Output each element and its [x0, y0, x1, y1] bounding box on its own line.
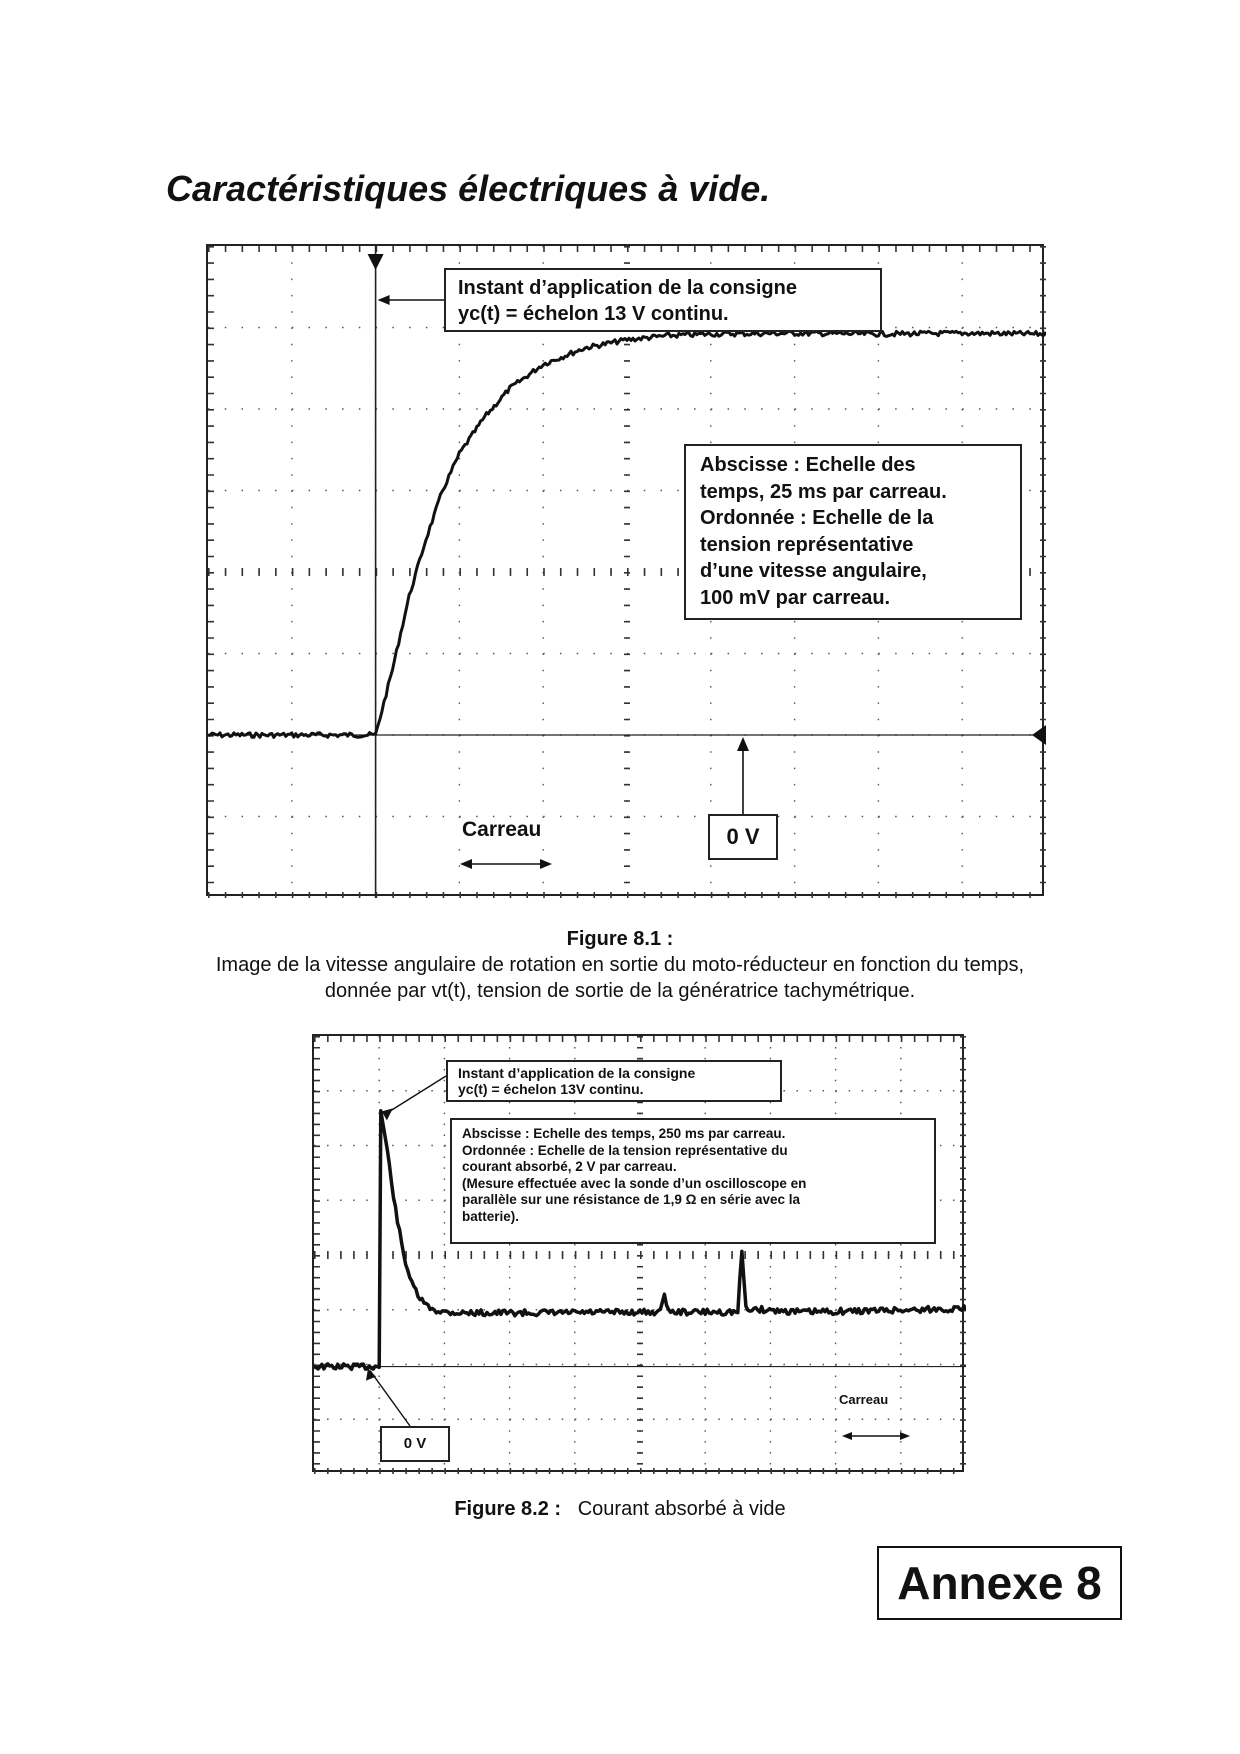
scales-line: courant absorbé, 2 V par carreau.: [462, 1159, 677, 1174]
page-title: Caractéristiques électriques à vide.: [166, 168, 771, 209]
carreau-arrow-head-right: [540, 859, 552, 869]
callout-arrow-line: [385, 1076, 446, 1114]
carreau-label: Carreau: [458, 818, 545, 842]
callout-arrow-head: [378, 295, 390, 305]
caption-number: Figure 8.1 :: [566, 928, 674, 950]
scales-line: Abscisse : Echelle des temps, 250 ms par carreau.: [462, 1126, 786, 1141]
scales-line: Abscisse : Echelle des: [700, 454, 916, 476]
scales-line: (Mesure effectuée avec la sonde d’un oscilloscope en: [462, 1175, 807, 1191]
caption-text: Courant absorbé à vide: [577, 1498, 786, 1520]
scales-line: batterie).: [462, 1208, 520, 1224]
callout-line-1: Instant d’application de la consigne: [458, 1065, 696, 1081]
scales-line: Ordonnée : Echelle de la: [700, 507, 934, 529]
scales-callout: [450, 1118, 936, 1244]
figure-8-1-caption-line-2: donnée par vt(t), tension de sortie de la génératrice tachymétrique.: [324, 980, 916, 1002]
instant-application-callout: [444, 268, 882, 332]
zero-volt-label: 0 V: [380, 1426, 450, 1462]
scales-callout: [684, 444, 1022, 620]
ground-level-marker: [1032, 725, 1046, 745]
caption-number: Figure 8.2 :: [454, 1498, 562, 1520]
instant-application-callout: [446, 1060, 782, 1102]
oscilloscope-figure-8-2: [312, 1034, 964, 1472]
trigger-marker: [368, 254, 384, 270]
carreau-arrow-head-right: [900, 1432, 910, 1440]
zero-volt-arrow-line: [370, 1371, 410, 1426]
scales-line: temps, 25 ms par carreau.: [700, 480, 947, 503]
oscilloscope-figure-8-1: [206, 244, 1044, 896]
zero-volt-label: 0 V: [708, 814, 778, 860]
carreau-arrow-head-left: [842, 1432, 852, 1440]
zero-volt-arrow-head: [737, 737, 749, 751]
figure-8-1-caption-line-1: Image de la vitesse angulaire de rotation en sortie du moto-réducteur en fonction du temps,: [215, 954, 1025, 976]
scales-line: Ordonnée : Echelle de la tension représentative du: [462, 1142, 788, 1158]
scales-line: parallèle sur une résistance de 1,9 Ω en série avec la: [462, 1192, 801, 1207]
callout-line-1: Instant d’application de la consigne: [458, 277, 797, 299]
annexe-label: Annexe 8: [877, 1546, 1122, 1620]
carreau-arrow-head-left: [460, 859, 472, 869]
scales-line: 100 mV par carreau.: [700, 586, 891, 609]
callout-line-2: yc(t) = échelon 13V continu.: [458, 1081, 644, 1097]
scales-line: d’une vitesse angulaire,: [700, 560, 927, 582]
figure-8-2-caption: [0, 1498, 1240, 1521]
carreau-label: Carreau: [836, 1392, 891, 1407]
figure-8-1-caption-number: [0, 928, 1240, 951]
scales-line: tension représentative: [700, 533, 914, 556]
callout-line-2: yc(t) = échelon 13 V continu.: [458, 303, 729, 325]
